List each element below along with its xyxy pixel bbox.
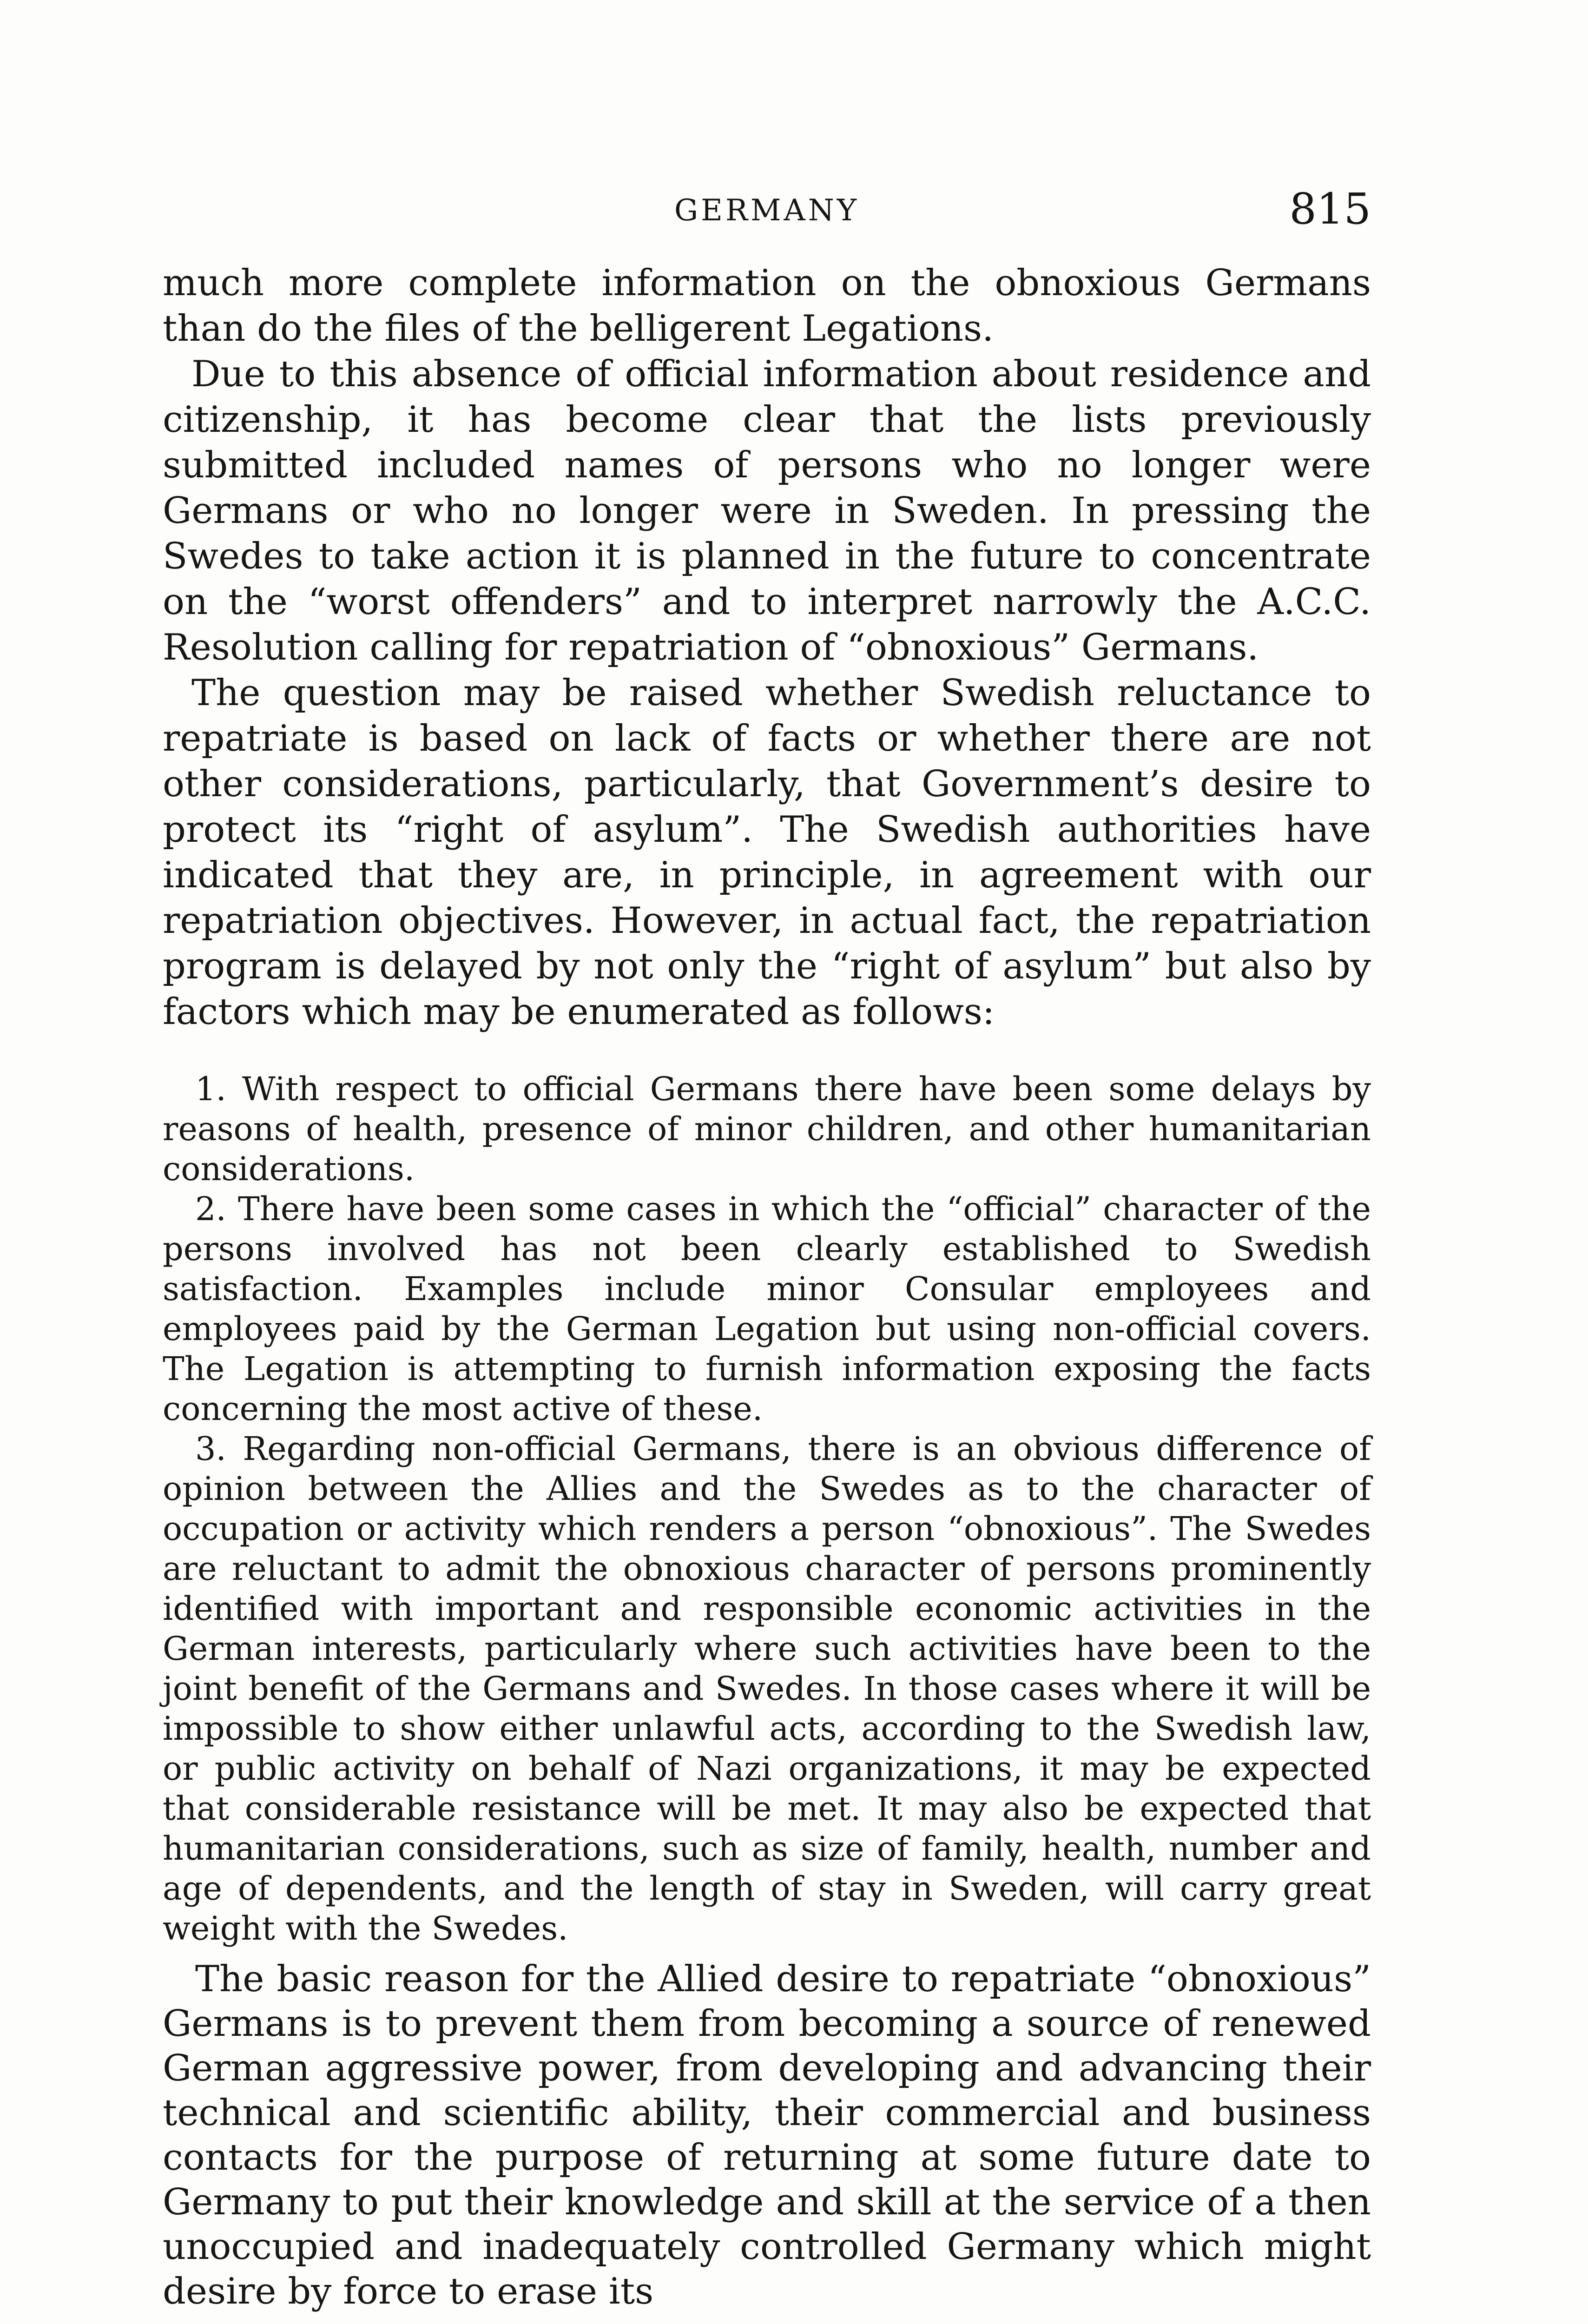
list-item-official-character: 2. There have been some cases in which the “official” character of the persons involved has not been clearly established to Swedish satisfaction. Examples include minor Consular employees and employees paid by the German Legation but using non-official covers. The Legation is attempting to furnish information exposing the facts concerning the most active of these. <box>163 1190 1371 1428</box>
paragraph-continuation: much more complete information on the obnoxious Germans than do the files of the belligerent Legations. <box>163 262 1371 350</box>
numbered-list <box>163 1069 1371 1948</box>
page-number: 815 <box>1289 184 1371 234</box>
paragraph-basic-reason: The basic reason for the Allied desire to repatriate “obnoxious” Germans is to prevent them from becoming a source of renewed German aggressive power, from developing and advancing their technical and scientific ability, their commercial and business contacts for the purpose of returning at some future date to Germany to put their knowledge and skill at the service of a then unoccupied and inadequately controlled Germany which might desire by force to erase its <box>163 1958 1371 2312</box>
paragraph-residence-citizenship: Due to this absence of official information about residence and citizenship, it has become clear that the lists previously submitted included names of persons who no longer were Germans or who no longer were in Sweden. In pressing the Swedes to take action it is planned in the future to concentrate on the “worst offenders” and to interpret narrowly the A.C.C. Resolution calling for repatriation of “obnoxious” Germans. <box>163 353 1371 668</box>
paragraph-swedish-reluctance: The question may be raised whether Swedish reluctance to repatriate is based on lack of facts or whether there are not other considerations, particularly, that Government’s desire to protect its “right of asylum”. The Swedish authorities have indicated that they are, in principle, in agreement with our repatriation objectives. However, in actual fact, the repatriation program is delayed by not only the “right of asylum” but also by factors which may be enumerated as follows: <box>163 672 1371 1033</box>
closing-text-block <box>163 1957 1371 2314</box>
list-item-non-official-germans: 3. Regarding non-official Germans, there is an obvious difference of opinion between the Allies and the Swedes as to the character of occupation or activity which renders a person “obnoxious”. The Swedes are reluctant to admit the obnoxious character of persons prominently identified with important and responsible economic activities in the German interests, particularly where such activities have been to the joint benefit of the Germans and Swedes. In those cases where it will be impossible to show either unlawful acts, according to the Swedish law, or public activity on behalf of Nazi organizations, it may be expected that considerable resistance will be met. It may also be expected that humanitarian considerations, such as size of family, health, number and age of dependents, and the length of stay in Sweden, will carry great weight with the Swedes. <box>163 1430 1371 1948</box>
main-text-block <box>163 260 1371 1035</box>
page-header <box>163 184 1371 240</box>
list-item-official-germans: 1. With respect to official Germans there have been some delays by reasons of health, presence of minor children, and other humanitarian considerations. <box>163 1070 1371 1188</box>
running-title: GERMANY <box>674 193 860 228</box>
